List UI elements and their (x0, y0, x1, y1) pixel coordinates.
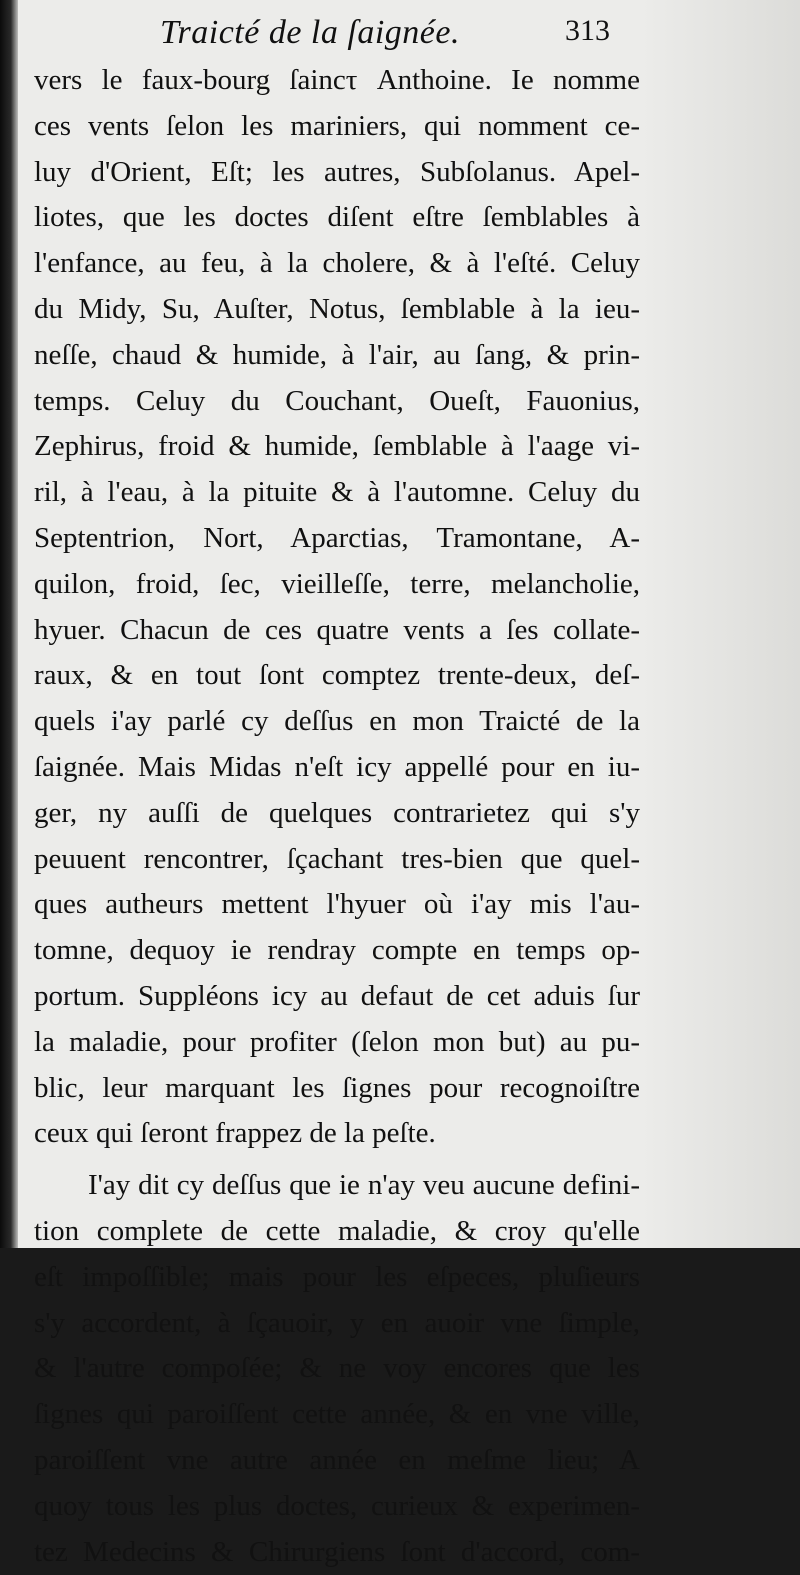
text-line: s'y accordent, à ſçauoir, y en auoir vne ſimple, (34, 1301, 640, 1347)
page-body (34, 58, 640, 1575)
paragraph-2 (34, 1163, 640, 1575)
text-line: tez Medecins & Chirurgiens ſont d'accord, com- (34, 1530, 640, 1575)
text-line: hyuer. Chacun de ces quatre vents a ſes collate- (34, 608, 640, 654)
text-line: l'enfance, au feu, à la cholere, & à l'eſté. Celuy (34, 241, 640, 287)
text-line: du Midy, Su, Auſter, Notus, ſemblable à la ieu- (34, 287, 640, 333)
page-header (150, 14, 620, 58)
text-line: peuuent rencontrer, ſçachant tres-bien que quel- (34, 837, 640, 883)
text-line: ques autheurs mettent l'hyuer où i'ay mis l'au- (34, 882, 640, 928)
text-line: ſignes qui paroiſſent cette année, & en vne ville, (34, 1392, 640, 1438)
text-line: ces vents ſelon les mariniers, qui nomment ce- (34, 104, 640, 150)
facing-page-bleed (640, 0, 800, 1248)
text-line: Septentrion, Nort, Aparctias, Tramontane, A- (34, 516, 640, 562)
page-number: 313 (565, 14, 610, 48)
paragraph-1 (34, 58, 640, 1157)
text-line: liotes, que les doctes diſent eſtre ſemblables à (34, 195, 640, 241)
text-line: neſſe, chaud & humide, à l'air, au ſang, & prin- (34, 333, 640, 379)
text-line: portum. Suppléons icy au defaut de cet aduis ſur (34, 974, 640, 1020)
text-line: & l'autre compoſée; & ne voy encores que les (34, 1346, 640, 1392)
running-title: Traicté de la ſaignée. (160, 14, 460, 52)
text-line: quels i'ay parlé cy deſſus en mon Traicté de la (34, 699, 640, 745)
text-line: I'ay dit cy deſſus que ie n'ay veu aucune defini- (34, 1163, 640, 1209)
text-line: raux, & en tout ſont comptez trente-deux, deſ- (34, 653, 640, 699)
text-line: ger, ny auſſi de quelques contrarietez qui s'y (34, 791, 640, 837)
text-line: paroiſſent vne autre année en meſme lieu; A (34, 1438, 640, 1484)
text-line: quilon, froid, ſec, vieilleſſe, terre, melancholie, (34, 562, 640, 608)
text-line: ceux qui ſeront frappez de la peſte. (34, 1111, 640, 1157)
text-line: temps. Celuy du Couchant, Oueſt, Fauonius, (34, 379, 640, 425)
text-line: tomne, dequoy ie rendray compte en temps op- (34, 928, 640, 974)
text-line: tion complete de cette maladie, & croy qu'elle (34, 1209, 640, 1255)
text-line: la maladie, pour profiter (ſelon mon but) au pu- (34, 1020, 640, 1066)
text-line: vers le faux-bourg ſaincτ Anthoine. Ie nomme (34, 58, 640, 104)
text-line: eſt impoſſible; mais pour les eſpeces, pluſieurs (34, 1255, 640, 1301)
text-line: luy d'Orient, Eſt; les autres, Subſolanus. Apel- (34, 150, 640, 196)
text-line: Zephirus, froid & humide, ſemblable à l'aage vi- (34, 424, 640, 470)
text-line: ſaignée. Mais Midas n'eſt icy appellé pour en iu- (34, 745, 640, 791)
text-line: blic, leur marquant les ſignes pour recognoiſtre (34, 1066, 640, 1112)
text-line: ril, à l'eau, à la pituite & à l'automne. Celuy du (34, 470, 640, 516)
scan-left-edge (0, 0, 18, 1248)
text-line: quoy tous les plus doctes, curieux & experimen- (34, 1484, 640, 1530)
